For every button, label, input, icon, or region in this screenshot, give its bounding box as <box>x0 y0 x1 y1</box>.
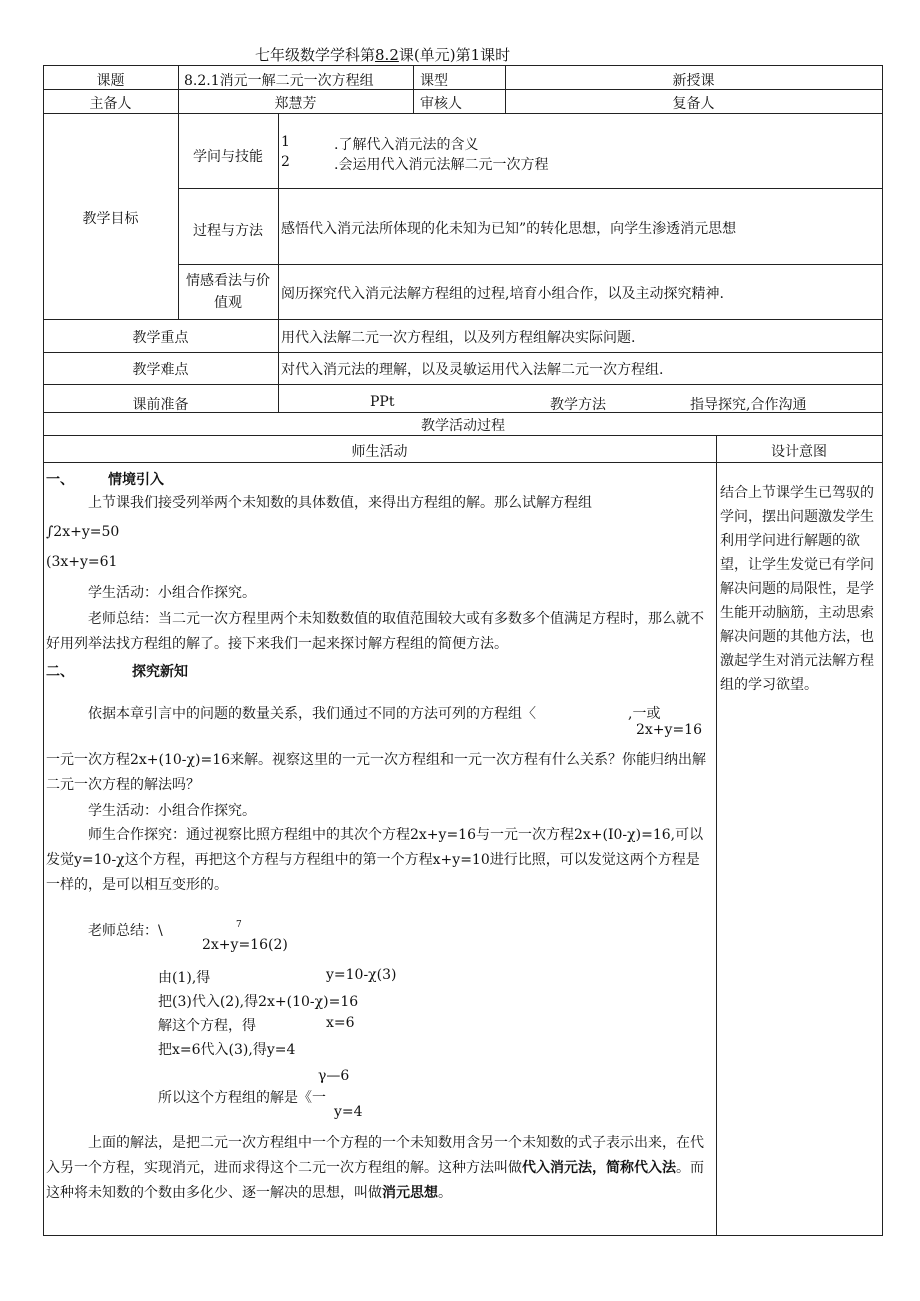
section-1-number: 一、 <box>46 472 74 488</box>
paragraph-system-intro: 依据本章引言中的问题的数量关系，我们通过不同的方法可列的方程组〈 <box>88 706 536 722</box>
term-substitution: 代入法 <box>634 1160 676 1176</box>
paragraph-system-tail: ,一或 <box>628 706 661 722</box>
paragraph-cooperative: 师生合作探究：通过视察比照方程组中的其次个方程2x+y=16与一元一次方程2x+(I0-χ)=16,可以发觉y=10-χ这个方程，再把这个方程与方程组中的第一个方程x+y=10进行比照，可以发觉这两个方程是一样的，是可以相互变形的。 <box>46 827 704 893</box>
teacher-summary-1: 老师总结：当二元一次方程里两个未知数数值的取值范围较大或有多数多个值满足方程时，那么就不好用列举法找方程组的解了。接下来我们一起来探讨解方程组的简便方法。 <box>46 611 704 652</box>
period-number: 1 <box>470 46 481 64</box>
section-2-number: 二、 <box>46 664 74 680</box>
student-activity-1: 学生活动：小组合作探究。 <box>88 585 256 601</box>
attitude-text: 阅历探究代入消元法解方程组的过程,培育小组合作，以及主动探究精神. <box>281 286 724 302</box>
solution-top: γ—6 <box>318 1068 350 1084</box>
conclusion-text: 。而这种将未知数的个数由多化少、逐一解决的思想，叫做 <box>46 1160 704 1201</box>
step-4: 把x=6代入(3),得y=4 <box>158 1042 296 1058</box>
page-title <box>255 44 510 65</box>
preparation-label: 课前准备 <box>132 397 189 413</box>
knowledge-label: 学问与技能 <box>193 149 263 165</box>
activity-column-header: 师生活动 <box>351 444 408 460</box>
knowledge-item-num: 1 <box>281 134 290 150</box>
knowledge-item-text: .会运用代入消元法解二元一次方程 <box>334 157 549 173</box>
conclusion-text: ，简称 <box>592 1160 634 1176</box>
topic-label: 课题 <box>96 73 125 89</box>
title-prefix: 七年级数学学科第 <box>255 46 376 64</box>
paragraph-conclusion <box>46 1131 710 1206</box>
method-value: 指导探究,合作沟通 <box>690 397 807 413</box>
type-label: 课型 <box>420 73 448 89</box>
term-substitution-method: 代入消元法 <box>522 1160 592 1176</box>
type-value: 新授课 <box>672 73 715 89</box>
title-suffix: 课时 <box>480 46 511 64</box>
solution-label: 所以这个方程组的解是《一 <box>158 1090 326 1106</box>
step-1-label: 由(1),得 <box>158 970 211 986</box>
step-2: 把(3)代入(2),得2x+(10-χ)=16 <box>158 994 359 1010</box>
knowledge-item-num: 2 <box>281 154 290 170</box>
reviewer-label: 审核人 <box>420 96 462 112</box>
step-1-result: y=10-χ(3) <box>326 967 397 983</box>
section-1-title: 情境引入 <box>108 472 164 488</box>
difficulties-label: 教学难点 <box>132 362 189 378</box>
process-text: 感悟代入消元法所体现的化未知为已知”的转化思想，向学生渗透消元思想 <box>281 221 737 237</box>
preparer-value: 郑慧芳 <box>274 96 317 112</box>
paragraph-observe: 一元一次方程2x+(10-χ)=16来解。视察这里的一元一次方程组和一元一次方程有什么关系？你能归纳出解二元一次方程的解法吗？ <box>46 752 707 793</box>
preparer-label: 主备人 <box>89 96 132 112</box>
superscript-mark: 7 <box>236 920 242 930</box>
title-middle: 课(单元)第 <box>398 46 471 64</box>
system-equation: 2x+y=16 <box>636 722 702 738</box>
process-label: 过程与方法 <box>193 223 263 239</box>
solution-bottom: y=4 <box>334 1104 363 1120</box>
conclusion-text: 。 <box>438 1185 452 1201</box>
term-elimination-idea: 消元思想 <box>382 1185 438 1201</box>
key-points-text: 用代入法解二元一次方程组，以及列方程组解决实际问题. <box>281 330 636 346</box>
paragraph-intro: 上节课我们接受列举两个未知数的具体数值，来得出方程组的解。那么试解方程组 <box>88 495 592 511</box>
student-activity-2: 学生活动：小组合作探究。 <box>88 803 256 819</box>
design-intent-text: 结合上节课学生已驾驭的学问，摆出问题激发学生利用学问进行解题的欲望，让学生发觉已有学问解决问题的局限性，是学生能开动脑筋，主动思索解决问题的其他方法，也激起学生对消元法解方程组的学习欲望。 <box>720 485 874 693</box>
conclusion-text: 上面的解法，是把二元一次方程组中一个方程的一个未知数用含另一个未知数的式子表示出来，在代入另一个方程，实现消元，进而求得这个二元一次方程组的解。这种方法叫做 <box>46 1135 704 1176</box>
equation-1b: (3x+y=61 <box>46 554 118 570</box>
section-2-title: 探究新知 <box>132 664 188 680</box>
re-preparer-label: 复备人 <box>672 96 715 112</box>
attitude-label: 情感看法与价值观 <box>186 273 270 311</box>
difficulties-text: 对代入消元法的理解，以及灵敏运用代入法解二元一次方程组. <box>281 362 664 378</box>
preparation-value: PPt <box>370 394 395 410</box>
process-title: 教学活动过程 <box>421 418 505 434</box>
step-3-label: 解这个方程，得 <box>158 1018 256 1034</box>
equation-1a: ∫2x+y=50 <box>46 524 120 540</box>
method-label: 教学方法 <box>550 397 606 413</box>
equation-2: 2x+y=16(2) <box>202 937 288 953</box>
key-points-label: 教学重点 <box>132 330 189 346</box>
topic-value: 8.2.1消元一解二元一次方程组 <box>184 73 374 89</box>
lesson-number: 8.2 <box>375 46 399 64</box>
design-column-header: 设计意图 <box>771 444 827 460</box>
step-3-result: x=6 <box>326 1015 355 1031</box>
objectives-label: 教学目标 <box>82 211 139 227</box>
knowledge-item-text: .了解代入消元法的含义 <box>334 137 479 153</box>
teacher-summary-2-label: 老师总结：\ <box>88 923 163 939</box>
